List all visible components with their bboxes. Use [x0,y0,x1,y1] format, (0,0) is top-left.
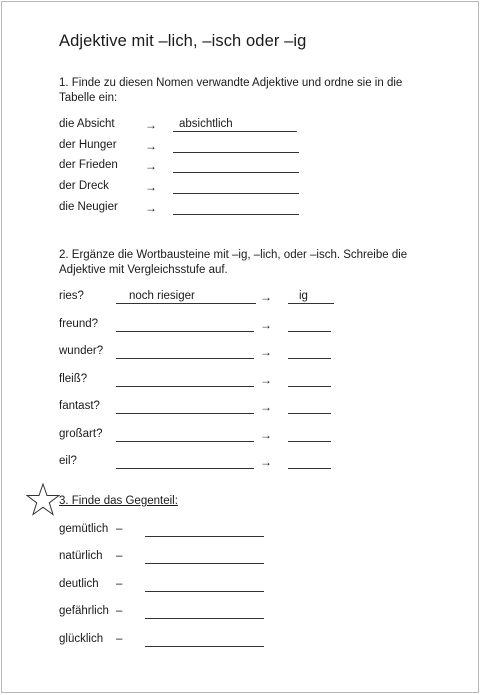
s2-row [2,345,480,361]
s1-answer-line[interactable] [173,214,299,215]
s2-suffix-line[interactable] [288,468,331,469]
s1-answer-line[interactable] [173,172,299,173]
s2-row [2,290,480,306]
page-title: Adjektive mit –lich, –isch oder –ig [59,32,307,50]
s3-row [2,523,480,539]
s1-row [2,180,480,196]
s2-row [2,455,480,471]
s3-answer-line[interactable] [145,646,264,647]
star-icon [26,483,60,516]
s3-word: gefährlich [59,605,109,617]
s1-row [2,201,480,217]
s2-row [2,428,480,444]
s3-answer-line[interactable] [145,563,264,564]
s2-word: fantast? [59,400,100,412]
s2-word: eil? [59,455,77,467]
s1-noun: der Hunger [59,139,117,151]
s2-comparison-line[interactable] [116,331,254,332]
s2-suffix-line[interactable] [288,441,331,442]
s3-row [2,605,480,621]
section1-instruction: 1. Finde zu diesen Nomen verwandte Adjektive und ordne sie in die Tabelle ein: [59,77,403,104]
s1-noun: die Neugier [59,201,118,213]
s2-word: ries? [59,290,84,302]
s1-row [2,159,480,175]
s1-row [2,139,480,155]
arrow-icon: → [145,159,157,173]
arrow-icon: → [145,180,157,194]
s2-comparison-line[interactable] [116,358,254,359]
s1-answer-line[interactable] [173,193,299,194]
s2-row [2,400,480,416]
s1-answer-line[interactable] [173,131,297,132]
section3-heading: 3. Finde das Gegenteil: [59,495,178,507]
arrow-icon: → [145,139,157,153]
s3-answer-line[interactable] [145,618,264,619]
s2-comparison-line[interactable] [116,413,254,414]
s2-suffix: ig [299,290,308,302]
s3-row [2,633,480,649]
section2-instruction: 2. Ergänze die Wortbausteine mit –ig, –lich, oder –isch. Schreibe die Adjektive mit Vergleichsstufe auf. [59,249,408,276]
dash: – [116,578,123,590]
s2-suffix-line[interactable] [288,303,334,304]
s2-row [2,373,480,389]
s2-suffix-line[interactable] [288,386,331,387]
s1-row [2,118,480,134]
s3-row [2,578,480,594]
s3-answer-line[interactable] [145,591,264,592]
s2-row [2,318,480,334]
arrow-icon: → [145,118,157,132]
s2-comparison-line[interactable] [116,386,254,387]
arrow-icon: → [260,373,272,387]
s2-comparison-line[interactable] [116,303,256,304]
s2-word: fleiß? [59,373,88,385]
s2-suffix-line[interactable] [288,358,331,359]
arrow-icon: → [260,400,272,414]
arrow-icon: → [260,345,272,359]
arrow-icon: → [260,428,272,442]
arrow-icon: → [260,455,272,469]
worksheet-page [1,1,479,693]
s2-comparison-line[interactable] [116,468,254,469]
dash: – [116,523,123,535]
s3-word: glücklich [59,633,104,645]
s2-comparison-line[interactable] [116,441,254,442]
arrow-icon: → [260,290,272,304]
dash: – [116,605,123,617]
dash: – [116,633,123,645]
s2-word: freund? [59,318,99,330]
s3-word: gemütlich [59,523,109,535]
arrow-icon: → [260,318,272,332]
s2-word: wunder? [59,345,104,357]
s2-suffix-line[interactable] [288,413,331,414]
s2-comparison: noch riesiger [129,290,195,302]
s1-noun: die Absicht [59,118,115,130]
s2-suffix-line[interactable] [288,331,331,332]
s1-answer-line[interactable] [173,152,299,153]
s3-answer-line[interactable] [145,536,264,537]
s1-answer: absichtlich [179,118,233,130]
s2-word: großart? [59,428,103,440]
dash: – [116,550,123,562]
s3-word: deutlich [59,578,99,590]
s3-word: natürlich [59,550,103,562]
s3-row [2,550,480,566]
arrow-icon: → [145,201,157,215]
s1-noun: der Dreck [59,180,109,192]
s1-noun: der Frieden [59,159,118,171]
